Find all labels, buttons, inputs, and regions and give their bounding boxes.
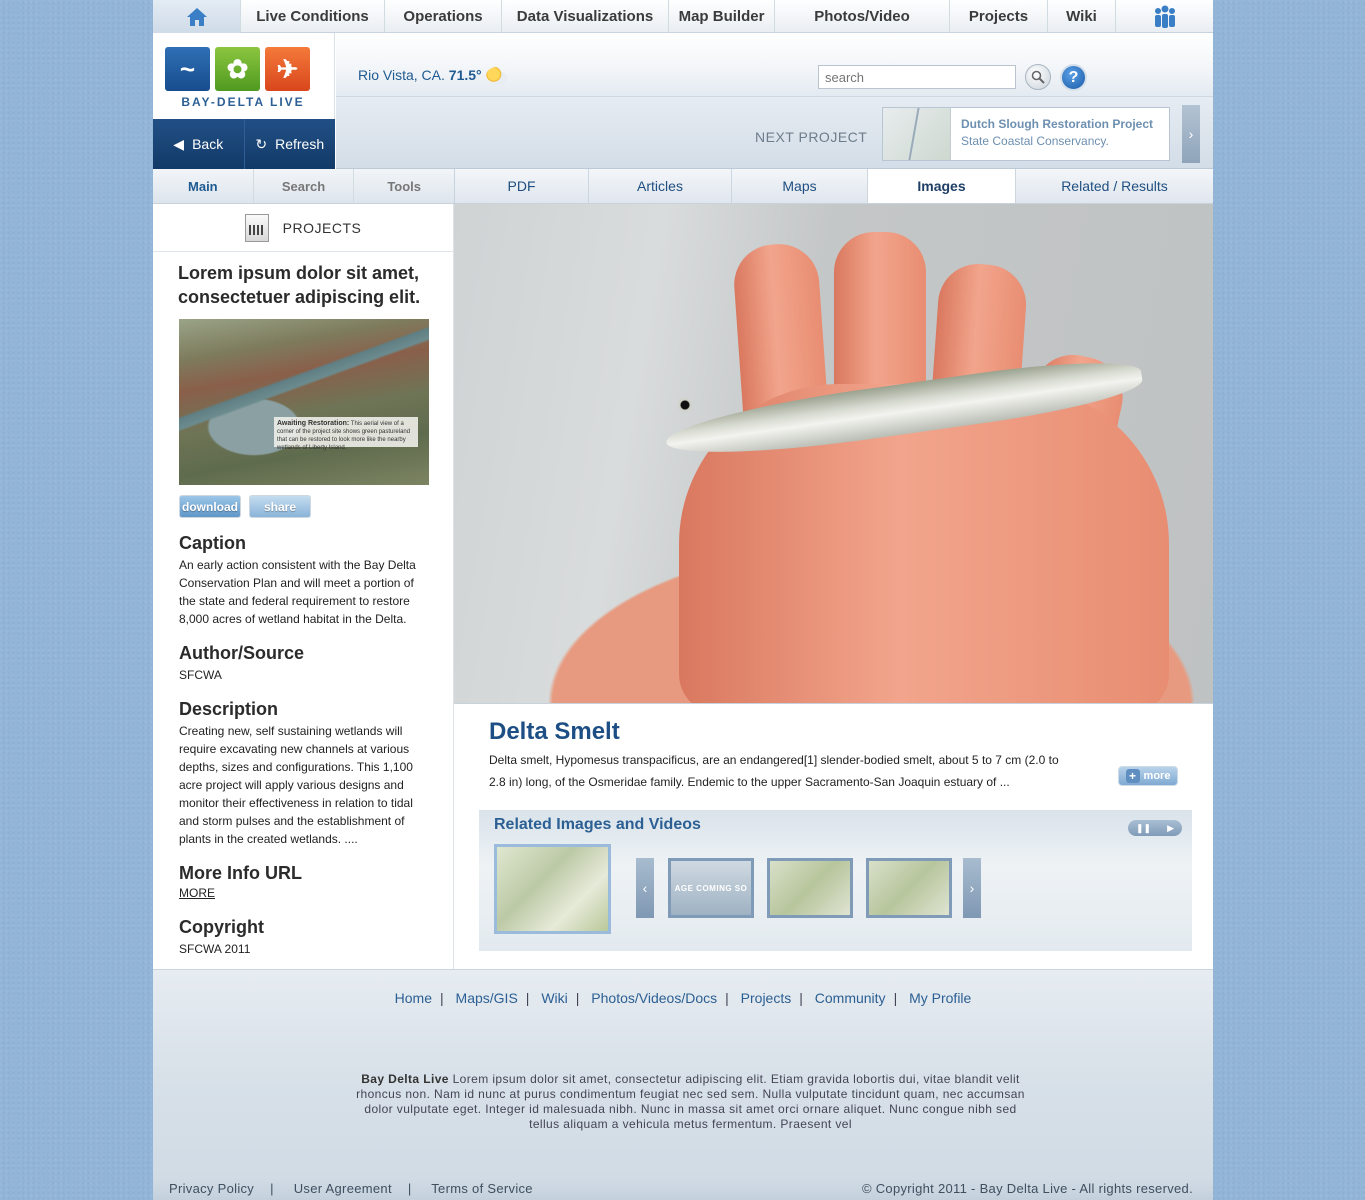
footer-link-wiki[interactable]: Wiki [541, 990, 568, 1006]
nav-data-visualizations[interactable]: Data Visualizations [502, 0, 669, 33]
author-heading: Author/Source [179, 643, 305, 663]
related-media-panel [479, 810, 1192, 951]
pause-icon[interactable]: ❚❚ [1135, 822, 1152, 833]
related-thumbnail[interactable] [767, 858, 853, 918]
footer-about-text: Lorem ipsum dolor sit amet, consectetur adipiscing elit. Etiam gravida lobortis dui, vitae blandit velit rhoncus non. Nam id nunc at purus condimentum feugiat nec sed sem. Nulla vulputate tincidunt quam, nec accumsan dolor vulputate eget. Integer id malesuada nibh. Nunc in massa sit amet orci ornare aliquet. Nunc congue nibh sed tellus aliquam a vehicula metus fermentum. Praesent vel [356, 1072, 1025, 1131]
nav-map-builder[interactable]: Map Builder [669, 0, 775, 33]
tab-pdf[interactable]: PDF [455, 169, 589, 203]
back-button[interactable] [153, 119, 245, 169]
image-description: Delta smelt, Hypomesus transpacificus, are an endangered[1] slender-bodied smelt, about 5 to 7 cm (2.0 to 2.8 in) long, of the Osmeridae family. Endemic to the upper Sacramento-San Joaquin estuary of ... [489, 753, 1059, 789]
slideshow-controls[interactable] [1128, 820, 1182, 836]
terms-of-service-link[interactable]: Terms of Service [431, 1181, 533, 1196]
more-label: more [1143, 770, 1171, 782]
footer-about [353, 1072, 1028, 1132]
copyright-section [179, 916, 431, 958]
project-aerial-photo[interactable] [179, 319, 429, 485]
tab-tools[interactable]: Tools [387, 178, 422, 194]
related-thumbnail[interactable] [668, 858, 754, 918]
description-section [179, 698, 431, 848]
partly-cloudy-icon [486, 67, 508, 85]
footer-copyright: © Copyright 2011 - Bay Delta Live - All rights reserved. [861, 1181, 1193, 1196]
tab-main[interactable]: Main [153, 169, 254, 203]
water-logo-icon: ~ [165, 47, 210, 91]
more-info-heading: More Info URL [179, 863, 302, 883]
next-project-label: NEXT PROJECT [755, 129, 868, 145]
caption-text: An early action consistent with the Bay Delta Conservation Plan and will meet a portion of the state and federal requirement to restore 8,000 acres of wetland habitat in the Delta. [179, 558, 416, 626]
next-project-title: Dutch Slough Restoration Project [961, 117, 1154, 131]
top-nav [153, 0, 1213, 33]
next-project-bar [336, 97, 1213, 169]
next-project-map-thumbnail [883, 108, 951, 160]
nav-wiki[interactable]: Wiki [1048, 0, 1116, 33]
related-title: Related Images and Videos [494, 816, 701, 833]
footer-link-photos-videos-docs[interactable]: Photos/Videos/Docs [591, 990, 718, 1006]
back-label: Back [192, 136, 224, 152]
next-project-arrow-button[interactable] [1182, 105, 1200, 163]
weather-location: Rio Vista, CA. [358, 67, 445, 83]
photo-caption-text: This aerial view of a corner of the project site shows green pastureland that can be restored to look more like the nearby wetlands of Liberty Island. [277, 421, 411, 451]
weather-temp: 71.5° [448, 67, 482, 83]
search-icon [1031, 70, 1045, 84]
footer-link-projects[interactable]: Projects [740, 990, 792, 1006]
refresh-button[interactable] [245, 119, 336, 169]
next-project-org: State Coastal Conservancy. [961, 134, 1109, 148]
description-text: Creating new, self sustaining wetlands will require excavating new channels at various depths, sizes and configurations. This 1,100 acre project will apply various designs and monitor their effectiveness in relation to tidal and storm pulses and the establishment of plants in the created wetlands. .... [179, 724, 413, 846]
help-button[interactable]: ? [1060, 64, 1087, 91]
tab-search[interactable]: Search [254, 169, 355, 203]
smelt-fish-shape [664, 374, 1164, 444]
main-image-delta-smelt[interactable] [454, 204, 1213, 704]
home-icon [186, 7, 208, 27]
related-prev-button[interactable] [636, 858, 654, 918]
footer-link-my-profile[interactable]: My Profile [909, 990, 972, 1006]
nav-projects[interactable]: Projects [950, 0, 1048, 33]
side-tabs [153, 169, 454, 204]
more-button[interactable] [1118, 766, 1178, 786]
nav-live-conditions[interactable]: Live Conditions [241, 0, 385, 33]
download-button[interactable]: download [179, 495, 241, 518]
community-nav-button[interactable] [1116, 0, 1213, 33]
share-button[interactable]: share [249, 495, 311, 518]
search-input[interactable] [818, 65, 1016, 89]
footer-about-brand: Bay Delta Live [361, 1072, 449, 1086]
bird-logo-icon: ✈ [265, 47, 310, 91]
search-button[interactable] [1025, 64, 1051, 90]
logo-text: BAY-DELTA LIVE [181, 95, 305, 109]
photo-caption-title: Awaiting Restoration: [277, 420, 350, 427]
more-info-link[interactable]: MORE [179, 886, 215, 900]
sidebar [153, 204, 454, 969]
chevron-right-icon: › [969, 880, 975, 896]
related-thumbnail-selected[interactable] [494, 844, 611, 934]
project-document-icon [245, 214, 269, 242]
nav-photos-video[interactable]: Photos/Video [775, 0, 950, 33]
caption-heading: Caption [179, 533, 246, 553]
play-icon[interactable]: ▶ [1167, 822, 1174, 833]
projects-header [153, 204, 453, 252]
tab-articles[interactable]: Articles [589, 169, 732, 203]
refresh-icon: ↻ [255, 135, 268, 152]
photo-caption-overlay [274, 417, 418, 451]
projects-label: PROJECTS [282, 219, 362, 236]
more-info-section [179, 862, 431, 902]
tab-maps[interactable]: Maps [732, 169, 868, 203]
triangle-left-icon: ◀ [173, 135, 185, 152]
main-tabs [454, 169, 1213, 204]
footer-link-community[interactable]: Community [814, 990, 886, 1006]
chevron-left-icon: ‹ [642, 880, 648, 896]
footer-bottom-bar: Privacy Policy | User Agreement | Terms of Service © Copyright 2011 - Bay Delta Live - All rights reserved. [153, 1177, 1213, 1200]
footer-link-home[interactable]: Home [394, 990, 433, 1006]
caption-section [179, 532, 431, 628]
privacy-policy-link[interactable]: Privacy Policy [169, 1181, 255, 1196]
author-text: SFCWA [179, 668, 222, 682]
footer [153, 969, 1213, 1200]
logo[interactable] [153, 33, 335, 119]
weather-widget [358, 67, 508, 85]
author-section [179, 642, 431, 684]
header-bar [336, 33, 1213, 97]
page [153, 0, 1213, 1200]
tab-images[interactable]: Images [868, 169, 1016, 203]
footer-link-maps-gis[interactable]: Maps/GIS [455, 990, 518, 1006]
image-title: Delta Smelt [489, 718, 620, 745]
fish-eye [677, 397, 693, 413]
refresh-label: Refresh [275, 136, 325, 152]
tab-related-results[interactable]: Related / Results [1061, 178, 1168, 194]
related-thumbnail[interactable] [866, 858, 952, 918]
copyright-text: SFCWA 2011 [179, 942, 251, 956]
related-next-button[interactable] [963, 858, 981, 918]
footer-nav: Home | Maps/GIS | Wiki | Photos/Videos/Docs | Projects | Community | My Profile [394, 990, 972, 1006]
plus-icon: + [1126, 769, 1140, 783]
description-heading: Description [179, 699, 279, 719]
user-agreement-link[interactable]: User Agreement [293, 1181, 392, 1196]
copyright-heading: Copyright [179, 917, 264, 937]
leaf-logo-icon: ✿ [215, 47, 260, 91]
next-project-card[interactable] [882, 107, 1170, 161]
project-title: Lorem ipsum dolor sit amet, consectetuer adipiscing elit. [178, 263, 421, 307]
home-nav-button[interactable] [153, 0, 241, 33]
people-icon [1152, 4, 1178, 30]
chevron-right-icon: › [1188, 126, 1194, 142]
nav-operations[interactable]: Operations [385, 0, 502, 33]
back-refresh-bar [153, 119, 335, 169]
coming-soon-text: AGE COMING SO [674, 883, 748, 893]
